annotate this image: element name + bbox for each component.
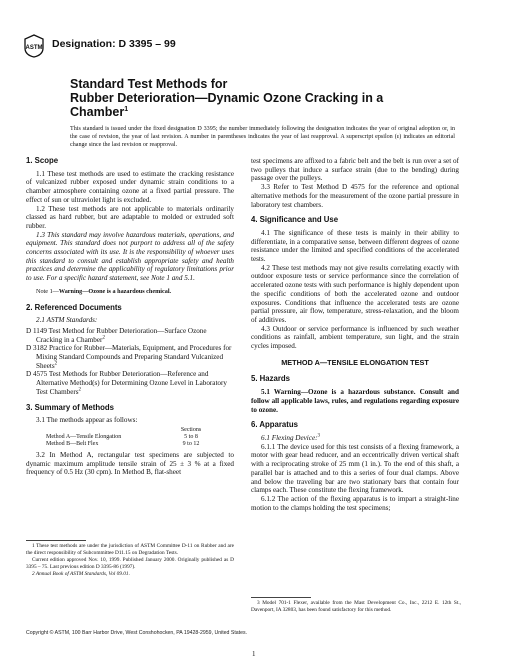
astm-standards-label: 2.1 ASTM Standards: <box>36 316 98 325</box>
table-row <box>46 434 216 441</box>
title-line-3-text: Chamber <box>70 105 125 119</box>
footnotes-right <box>251 600 461 614</box>
footnotes-left <box>26 543 234 579</box>
apparatus-6-1 <box>251 434 459 443</box>
page-number: 1 <box>252 650 256 658</box>
footnote-2: 2 Annual Book of ASTM Standards, Vol 09.01. <box>32 571 130 578</box>
significance-4-2: 4.2 These test methods may not give results correlating exactly with outdoor exposure tests or service performance since the correlation of accelerated ozone tests with such performance is highly dependent upon the specific conditions of both the accelerated ozone and outdoor exposures. Conditions that influence the accelerated tests are ozone partial pressure, air flow, temperature, stress-relaxation, and the bloom of additives. <box>251 263 459 324</box>
copyright-line: Copyright © ASTM, 100 Barr Harbor Drive, West Conshohocken, PA 19428-2959, United States. <box>26 630 248 636</box>
apparatus-6-1-1: 6.1.1 The device used for this test consists of a flexing framework, a motor with gear head reducer, and an eccentrically driven vertical shaft with a reciprocating stroke of 25 mm (1 in.). To the end of this shaft, a parallel bar is attached and to this a series of four dual clamps. Above and below the traveling bar are two stationary bars that contain four clamps each. These constitute the flexing framework. <box>251 442 459 495</box>
summary-heading: 3. Summary of Methods <box>26 402 114 412</box>
footnote-divider-right <box>251 597 311 598</box>
title-line-1: Standard Test Methods for <box>70 77 228 91</box>
reference-item <box>26 344 234 370</box>
footnote-3: 3 Model 701-1 Flexer, available from the Mast Development Co., Inc., 2212 E. 12th St., Davenport, IA 32803, has been found satisfactory for this method. <box>251 600 461 613</box>
right-column <box>251 157 459 512</box>
method-name: Method B—Belt Flex <box>46 440 99 447</box>
standard-issuance-note: This standard is issued under the fixed designation D 3395; the number immediately following the designation indicates the year of original adoption or, in the case of revision, the year of last revision. A number in parentheses indicates the year of last reapproval. A superscript epsilon (ε) indicates an editorial change since the last revision or reapproval. <box>70 126 455 148</box>
flexing-device-footnote-mark: 3 <box>317 433 321 439</box>
method-sections: 9 to 12 <box>182 440 200 447</box>
scope-1-3: 1.3 This standard may involve hazardous materials, operations, and equipment. This standard does not purport to address all of the safety concerns associated with its use. It is the responsibility of whoever uses this standard to consult and establish appropriate safety and health practices and determine the applicability of regulatory limitations prior to use. For a specific hazard statement, see Note 1 and 5.1. <box>26 230 234 283</box>
method-name: Method A—Tensile Elongation <box>46 433 122 440</box>
significance-heading: 4. Significance and Use <box>251 215 339 225</box>
flexing-device-label: 6.1 Flexing Device: <box>261 433 318 442</box>
scope-heading: 1. Scope <box>26 156 59 165</box>
reference-text: D 1149 Test Method for Rubber Deterioration—Surface Ozone Cracking in a Chamber <box>26 326 207 344</box>
document-title <box>70 77 450 119</box>
reference-list <box>26 327 234 397</box>
left-column <box>26 157 234 477</box>
reference-text: D 4575 Test Methods for Rubber Deterioration—Reference and Alternative Method(s) for Determining Ozone Level in Laboratory Test Chambers <box>26 370 227 396</box>
title-footnote-mark: 1 <box>124 105 129 113</box>
reference-item <box>26 327 234 344</box>
scope-1-2: 1.2 These test methods are not applicable to materials ordinarily classed as hard rubber, but are adaptable to molded or extruded soft rubber. <box>26 204 234 230</box>
reference-item <box>26 370 234 396</box>
reference-footnote-mark: 2 <box>78 387 82 393</box>
significance-4-1: 4.1 The significance of these tests is mainly in their ability to differentiate, in a comparative sense, between different degrees of ozone resistance under the limited and specified conditions of the accelerated tests. <box>251 228 459 264</box>
footnote-1-edition: Current edition approved Nov. 10, 1999. Published January 2000. Originally published as D 3395 – 75. Last previous edition D 3395-86 (1997). <box>26 557 234 570</box>
summary-3-3: 3.3 Refer to Test Method D 4575 for the reference and optional alternative methods for the measurement of the ozone partial pressure in laboratory test chambers. <box>251 183 459 209</box>
hazards-5-1: 5.1 Warning—Ozone is a hazardous substance. Consult and follow all applicable laws, rules, and regulations regarding exposure to ozone. <box>251 388 459 414</box>
note-1-label: Note 1— <box>36 287 59 295</box>
sections-label: Sections <box>180 426 202 433</box>
referenced-documents-heading: 2. Referenced Documents <box>26 302 122 312</box>
summary-3-2: 3.2 In Method A, rectangular test specimens are subjected to dynamic maximum amplitude tensile strain of 25 ± 3 % at a fixed frequency of 0.5 Hz (30 cpm). In Method B, flat-sheet <box>26 450 234 477</box>
scope-1-1: 1.1 These test methods are used to estimate the cracking resistance of vulcanized rubber exposed under dynamic strain conditions to a chamber atmosphere containing ozone at a fixed partial pressure. The effect of sun or ultraviolet light is excluded. <box>26 169 234 204</box>
summary-3-1: 3.1 The methods appear as follows: <box>36 416 138 425</box>
astm-logo-icon <box>24 34 44 58</box>
reference-footnote-mark: 2 <box>102 335 105 341</box>
apparatus-6-1-2: 6.1.2 The action of the flexing apparatus is to impart a straight-line motion to the clamps holding the test specimens; <box>251 494 459 512</box>
designation: Designation: D 3395 – 99 <box>52 38 176 50</box>
note-1 <box>26 288 234 297</box>
svg-text:ASTM: ASTM <box>25 45 43 51</box>
method-a-heading: METHOD A—TENSILE ELONGATION TEST <box>281 357 429 367</box>
summary-3-2-continued: test specimens are affixed to a fabric belt and the belt is run over a set of two pulleys that induce a surface strain (due to the bending) during passage over the pulleys. <box>251 157 459 183</box>
methods-table-blank <box>46 427 166 434</box>
note-1-text: Warning—Ozone is a hazardous chemical. <box>58 287 172 295</box>
reference-text: D 3182 Practice for Rubber—Materials, Equipment, and Procedures for Mixing Standard Compounds and Preparing Standard Vulcanized Sheets <box>26 344 232 370</box>
methods-table <box>46 427 216 448</box>
reference-footnote-mark: 2 <box>54 361 58 367</box>
apparatus-heading: 6. Apparatus <box>251 420 298 430</box>
title-line-3 <box>70 105 450 119</box>
footnote-divider <box>26 540 86 541</box>
table-row <box>46 441 216 448</box>
significance-4-3: 4.3 Outdoor or service performance is influenced by such weather conditions as rainfall, ambient temperature, sun light, and the strain cycles imposed. <box>251 324 459 351</box>
footnote-1: 1 These test methods are under the jurisdiction of ASTM Committee D-11 on Rubber and are the direct responsibility of Subcommittee D11.15 on Degradation Tests. <box>26 543 234 556</box>
method-sections: 5 to 8 <box>184 433 198 440</box>
title-line-2: Rubber Deterioration—Dynamic Ozone Cracking in a <box>70 91 384 105</box>
hazards-heading: 5. Hazards <box>251 374 291 384</box>
